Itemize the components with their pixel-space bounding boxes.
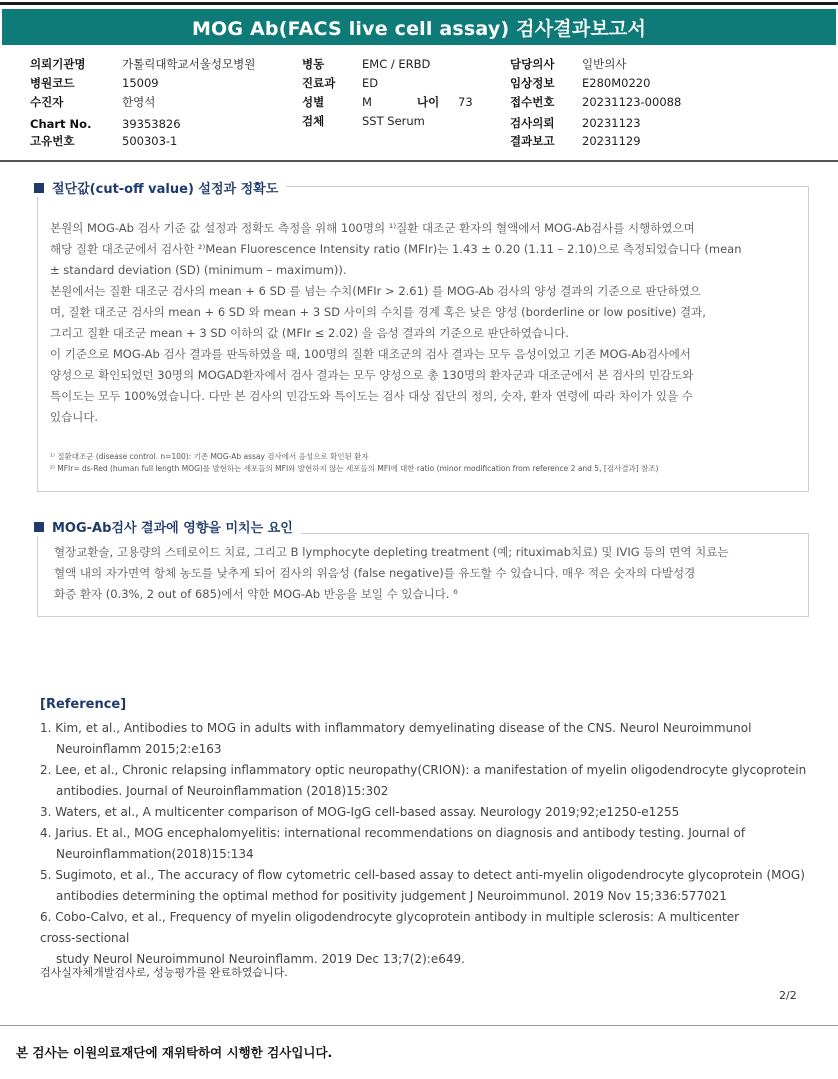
- label-report-date: 결과보고: [510, 134, 555, 148]
- label-clinical-info: 임상정보: [510, 76, 555, 90]
- label-age: 나이: [417, 95, 440, 109]
- value-chart-no: 39353826: [122, 117, 181, 131]
- reference-line: antibodies. Journal of Neuroinflammation (2018)15:302: [56, 784, 389, 798]
- value-clinical-info: E280M0220: [582, 76, 651, 90]
- cutoff-line: 본원의 MOG-Ab 검사 기준 값 설정과 정확도 측정을 위해 100명의 ¹⁾질환 대조군 환자의 혈액에서 MOG-Ab검사를 시행하였으며: [50, 221, 695, 235]
- value-receipt-no: 20231123-00088: [582, 95, 682, 109]
- footnote-2: ²⁾ MFIr= ds-Red (human full length MOG)를 발현하는 세포들의 MFI와 발현하지 않는 세포들의 MFI에 대한 ratio (minor modification from reference 2 and 5, [검사결과] 참조): [50, 464, 659, 473]
- value-unique-no: 500303-1: [122, 134, 178, 148]
- value-doctor: 일반의사: [582, 57, 627, 71]
- cutoff-line: 양성으로 확인되었던 30명의 MOGAD환자에서 검사 결과는 모두 양성으로 총 130명의 환자군과 대조군에서 본 검사의 민감도와: [50, 368, 694, 382]
- info-row-ward: [302, 55, 502, 73]
- info-row-department: [302, 74, 502, 92]
- section-bullet-icon: [34, 183, 44, 193]
- cutoff-line: 해당 질환 대조군에서 검사한 ²⁾Mean Fluorescence Intensity ratio (MFIr)는 1.43 ± 0.20 (1.11 – 2.10)으로 측정되었습니다 (mean: [50, 242, 742, 256]
- info-row-sex: [302, 93, 502, 111]
- reference-line: 6. Cobo-Calvo, et al., Frequency of myelin oligodendrocyte glycoprotein antibody in multiple sclerosis: A multicenter: [40, 910, 740, 924]
- top-rule: [0, 2, 838, 5]
- value-institution: 가톨릭대학교서울성모병원: [122, 57, 256, 71]
- footnote-1: ¹⁾ 질환대조군 (disease control. n=100): 기존 MOG-Ab assay 검사에서 음성으로 확인된 환자: [50, 452, 369, 461]
- footer-note: 본 검사는 이원의료재단에 재위탁하여 시행한 검사입니다.: [16, 1045, 333, 1060]
- label-unique-no: 고유번호: [30, 134, 75, 148]
- factors-line: 혈장교환술, 고용량의 스테로이드 치료, 그리고 B lymphocyte depleting treatment (예; rituximab치료) 및 IVIG 등의 면역 치료는: [54, 545, 729, 559]
- reference-line: 5. Sugimoto, et al., The accuracy of flow cytometric cell-based assay to detect anti-myelin oligodendrocyte glycoprotein (MOG): [40, 868, 805, 882]
- references-list: [40, 718, 810, 970]
- factors-section-title: MOG-Ab검사 결과에 영향을 미치는 요인: [52, 521, 293, 536]
- info-row-report-date: [510, 132, 790, 150]
- label-patient: 수진자: [30, 95, 64, 109]
- factors-line: 혈액 내의 자가면역 항체 농도를 낮추게 되어 검사의 위음성 (false negative)를 유도할 수 있습니다. 매우 적은 숫자의 다발성경: [54, 566, 696, 580]
- reference-line: 4. Jarius. Et al., MOG encephalomyelitis: international recommendations on diagnosis and antibody testing. Journal of: [40, 826, 746, 840]
- label-doctor: 담당의사: [510, 57, 555, 71]
- references-title: [Reference]: [40, 697, 127, 712]
- cutoff-line: 그리고 질환 대조군 mean + 3 SD 이하의 값 (MFIr ≤ 2.02) 을 음성 결과의 기준으로 판단하였습니다.: [50, 326, 569, 340]
- value-ward: EMC / ERBD: [362, 57, 431, 71]
- label-ward: 병동: [302, 57, 325, 71]
- cutoff-section-heading: [34, 178, 286, 197]
- info-row-clinical-info: [510, 74, 790, 92]
- reference-line: Neuroinflammation(2018)15:134: [56, 847, 254, 861]
- reference-line: 1. Kim, et al., Antibodies to MOG in adults with inflammatory demyelinating disease of the CNS. Neurol Neuroimmunol: [40, 721, 752, 735]
- reference-line: cross-sectional: [40, 931, 130, 945]
- info-row-patient: [30, 93, 290, 111]
- value-hospital-code: 15009: [122, 76, 159, 90]
- label-receipt-no: 접수번호: [510, 95, 555, 109]
- factors-section-heading: [34, 517, 301, 536]
- value-patient: 한영석: [122, 95, 156, 109]
- cutoff-line: 있습니다.: [50, 410, 99, 424]
- reference-line: antibodies determining the optimal method for positivity judgement J Neuroimmunol. 2019 Nov 15;336:577021: [56, 889, 727, 903]
- info-row-request-date: [510, 114, 790, 132]
- value-report-date: 20231129: [582, 134, 641, 148]
- value-specimen: SST Serum: [362, 114, 425, 128]
- value-request-date: 20231123: [582, 116, 641, 130]
- value-sex: M: [362, 95, 372, 109]
- reference-line: 2. Lee, et al., Chronic relapsing inflammatory optic neuropathy(CRION): a manifestation of myelin oligodendrocyte glycoprotein: [40, 763, 807, 777]
- info-row-specimen: [302, 112, 502, 130]
- reference-line: Neuroinflamm 2015;2:e163: [56, 742, 222, 756]
- label-institution: 의뢰기관명: [30, 57, 86, 71]
- info-row-doctor: [510, 55, 790, 73]
- report-title: MOG Ab(FACS live cell assay) 검사결과보고서: [191, 17, 647, 40]
- value-department: ED: [362, 76, 379, 90]
- reference-line: 3. Waters, et al., A multicenter comparison of MOG-IgG cell-based assay. Neurology 2019;92;e1250-e1255: [40, 805, 680, 819]
- factors-line: 화증 환자 (0.3%, 2 out of 685)에서 약한 MOG-Ab 반응을 보일 수 있습니다. ⁶: [54, 587, 458, 601]
- page-number: 2/2: [779, 989, 797, 1002]
- cutoff-section-text: [50, 218, 802, 428]
- info-row-hospital-code: [30, 74, 290, 92]
- label-hospital-code: 병원코드: [30, 76, 75, 90]
- label-request-date: 검사의뢰: [510, 116, 555, 130]
- value-age: 73: [458, 95, 473, 109]
- factors-section-text: [54, 542, 806, 605]
- label-chart-no: Chart No.: [30, 117, 92, 131]
- cutoff-line: 이 기준으로 MOG-Ab 검사 결과를 판독하였을 때, 100명의 질환 대조군의 검사 결과는 모두 음성이었고 기존 MOG-Ab검사에서: [50, 347, 691, 361]
- cutoff-section-title: 절단값(cut-off value) 설정과 정확도: [52, 182, 279, 197]
- cutoff-line: 특이도는 모두 100%였습니다. 다만 본 검사의 민감도와 특이도는 검사 대상 집단의 정의, 숫자, 환자 연령에 따라 차이가 있을 수: [50, 389, 693, 403]
- cutoff-line: ± standard deviation (SD) (minimum – maximum)).: [50, 263, 347, 277]
- label-sex: 성별: [302, 95, 325, 109]
- completion-note: 검사실자체개발검사로, 성능평가를 완료하였습니다.: [40, 966, 288, 979]
- section-bullet-icon: [34, 522, 44, 532]
- page-bottom-rule: [0, 1025, 838, 1026]
- info-row-chart-no: [30, 115, 290, 133]
- info-row-institution: [30, 55, 290, 73]
- info-row-unique-no: [30, 132, 290, 150]
- label-department: 진료과: [302, 76, 336, 90]
- cutoff-line: 본원에서는 질환 대조군 검사의 mean + 6 SD 를 넘는 수치(MFIr > 2.61) 를 MOG-Ab 검사의 양성 결과의 기준으로 판단하였으: [50, 284, 701, 298]
- info-row-receipt-no: [510, 93, 790, 111]
- cutoff-line: 며, 질환 대조군 검사의 mean + 6 SD 와 mean + 3 SD 사이의 수치를 경계 혹은 낮은 양성 (borderline or low positive) 결과,: [50, 305, 706, 319]
- label-specimen: 검체: [302, 114, 325, 128]
- title-bar: [2, 9, 836, 45]
- info-divider: [0, 160, 838, 162]
- reference-line: study Neurol Neuroimmunol Neuroinflamm. 2019 Dec 13;7(2):e649.: [56, 952, 465, 966]
